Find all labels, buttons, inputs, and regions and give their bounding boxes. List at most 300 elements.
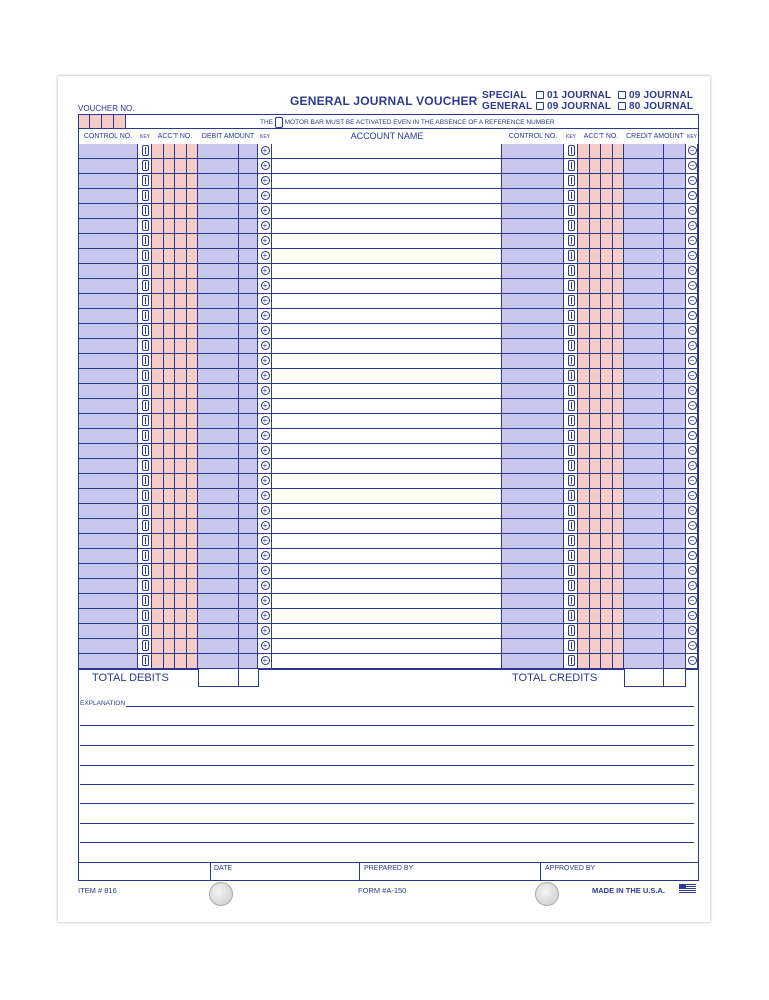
acct-no-right-digit[interactable] [590, 474, 602, 489]
acct-no-left-digit[interactable] [187, 384, 199, 399]
acct-no-right-digit[interactable] [578, 369, 590, 384]
credit-cents-cell[interactable] [664, 279, 686, 294]
debit-cents-cell[interactable] [239, 414, 258, 429]
motor-bar-key-left-icon[interactable] [142, 160, 149, 171]
acct-no-right-digit[interactable] [613, 459, 625, 474]
acct-no-left-digit[interactable] [152, 294, 164, 309]
acct-no-right-digit[interactable] [601, 474, 613, 489]
debit-plus-icon[interactable]: + [261, 491, 270, 500]
acct-no-left-digit[interactable] [187, 339, 199, 354]
general-09-journal-option[interactable]: 09 JOURNAL [534, 101, 611, 112]
debit-dollars-cell[interactable] [198, 309, 239, 324]
debit-dollars-cell[interactable] [198, 579, 239, 594]
debit-cents-cell[interactable] [239, 354, 258, 369]
debit-plus-icon[interactable]: + [261, 266, 270, 275]
acct-no-right-digit[interactable] [578, 309, 590, 324]
acct-no-right-digit[interactable] [601, 534, 613, 549]
debit-dollars-cell[interactable] [198, 639, 239, 654]
total-credits-dollars[interactable] [624, 669, 664, 687]
acct-no-right-digit[interactable] [601, 609, 613, 624]
motor-bar-key-right-icon[interactable] [568, 190, 575, 201]
acct-no-left-digit[interactable] [187, 174, 199, 189]
debit-dollars-cell[interactable] [198, 564, 239, 579]
acct-no-right-digit[interactable] [613, 339, 625, 354]
control-no-right-cell[interactable] [502, 219, 564, 234]
acct-no-left-digit[interactable] [175, 414, 187, 429]
explanation-line-6[interactable] [80, 803, 694, 804]
credit-cents-cell[interactable] [664, 189, 686, 204]
acct-no-left-digit[interactable] [187, 159, 199, 174]
checkbox[interactable] [536, 102, 544, 110]
acct-no-left-digit[interactable] [164, 414, 176, 429]
control-no-left-cell[interactable] [78, 414, 138, 429]
acct-no-right-digit[interactable] [601, 339, 613, 354]
credit-minus-icon[interactable]: − [688, 611, 697, 620]
acct-no-left-digit[interactable] [152, 369, 164, 384]
acct-no-left-digit[interactable] [164, 519, 176, 534]
control-no-left-cell[interactable] [78, 309, 138, 324]
account-name-cell[interactable] [272, 174, 502, 189]
control-no-left-cell[interactable] [78, 369, 138, 384]
account-name-cell[interactable] [272, 354, 502, 369]
debit-plus-icon[interactable]: + [261, 356, 270, 365]
acct-no-left-digit[interactable] [175, 369, 187, 384]
motor-bar-key-right-icon[interactable] [568, 385, 575, 396]
acct-no-left-digit[interactable] [175, 624, 187, 639]
debit-cents-cell[interactable] [239, 339, 258, 354]
acct-no-left-digit[interactable] [164, 249, 176, 264]
credit-cents-cell[interactable] [664, 444, 686, 459]
control-no-right-cell[interactable] [502, 174, 564, 189]
debit-plus-icon[interactable]: + [261, 506, 270, 515]
acct-no-right-digit[interactable] [613, 294, 625, 309]
acct-no-left-digit[interactable] [187, 414, 199, 429]
motor-bar-key-right-icon[interactable] [568, 325, 575, 336]
credit-cents-cell[interactable] [664, 639, 686, 654]
debit-dollars-cell[interactable] [198, 354, 239, 369]
acct-no-left-digit[interactable] [164, 294, 176, 309]
debit-plus-icon[interactable]: + [261, 371, 270, 380]
acct-no-right-digit[interactable] [578, 324, 590, 339]
control-no-left-cell[interactable] [78, 474, 138, 489]
account-name-cell[interactable] [272, 234, 502, 249]
explanation-line-7[interactable] [80, 823, 694, 824]
acct-no-left-digit[interactable] [187, 639, 199, 654]
acct-no-right-digit[interactable] [601, 459, 613, 474]
motor-bar-key-right-icon[interactable] [568, 490, 575, 501]
acct-no-right-digit[interactable] [590, 339, 602, 354]
debit-dollars-cell[interactable] [198, 519, 239, 534]
debit-plus-icon[interactable]: + [261, 551, 270, 560]
acct-no-left-digit[interactable] [187, 654, 199, 669]
account-name-cell[interactable] [272, 309, 502, 324]
acct-no-right-digit[interactable] [601, 564, 613, 579]
acct-no-right-digit[interactable] [613, 309, 625, 324]
account-name-cell[interactable] [272, 534, 502, 549]
credit-minus-icon[interactable]: − [688, 236, 697, 245]
acct-no-right-digit[interactable] [590, 264, 602, 279]
control-no-right-cell[interactable] [502, 339, 564, 354]
acct-no-left-digit[interactable] [164, 159, 176, 174]
acct-no-left-digit[interactable] [175, 174, 187, 189]
acct-no-left-digit[interactable] [164, 549, 176, 564]
debit-dollars-cell[interactable] [198, 594, 239, 609]
control-no-left-cell[interactable] [78, 489, 138, 504]
credit-dollars-cell[interactable] [624, 354, 664, 369]
motor-bar-key-left-icon[interactable] [142, 580, 149, 591]
acct-no-right-digit[interactable] [578, 189, 590, 204]
credit-cents-cell[interactable] [664, 204, 686, 219]
debit-cents-cell[interactable] [239, 519, 258, 534]
acct-no-left-digit[interactable] [164, 624, 176, 639]
motor-bar-key-right-icon[interactable] [568, 250, 575, 261]
acct-no-left-digit[interactable] [175, 399, 187, 414]
debit-dollars-cell[interactable] [198, 144, 239, 159]
control-no-left-cell[interactable] [78, 564, 138, 579]
total-debits-cents[interactable] [239, 669, 259, 687]
acct-no-right-digit[interactable] [601, 399, 613, 414]
debit-dollars-cell[interactable] [198, 174, 239, 189]
credit-minus-icon[interactable]: − [688, 281, 697, 290]
acct-no-left-digit[interactable] [187, 204, 199, 219]
acct-no-left-digit[interactable] [175, 144, 187, 159]
acct-no-right-digit[interactable] [601, 354, 613, 369]
motor-bar-key-right-icon[interactable] [568, 175, 575, 186]
explanation-line-5[interactable] [80, 784, 694, 785]
acct-no-left-digit[interactable] [164, 609, 176, 624]
debit-dollars-cell[interactable] [198, 624, 239, 639]
acct-no-right-digit[interactable] [578, 549, 590, 564]
acct-no-right-digit[interactable] [601, 144, 613, 159]
acct-no-left-digit[interactable] [152, 189, 164, 204]
motor-bar-key-right-icon[interactable] [568, 460, 575, 471]
checkbox[interactable] [618, 102, 626, 110]
credit-dollars-cell[interactable] [624, 654, 664, 669]
credit-minus-icon[interactable]: − [688, 536, 697, 545]
credit-dollars-cell[interactable] [624, 384, 664, 399]
acct-no-right-digit[interactable] [601, 594, 613, 609]
acct-no-left-digit[interactable] [187, 549, 199, 564]
acct-no-left-digit[interactable] [152, 519, 164, 534]
debit-plus-icon[interactable]: + [261, 656, 270, 665]
acct-no-right-digit[interactable] [613, 474, 625, 489]
debit-cents-cell[interactable] [239, 459, 258, 474]
control-no-left-cell[interactable] [78, 459, 138, 474]
account-name-cell[interactable] [272, 624, 502, 639]
acct-no-right-digit[interactable] [601, 264, 613, 279]
debit-plus-icon[interactable]: + [261, 236, 270, 245]
approved-by-field[interactable]: APPROVED BY [545, 865, 596, 872]
control-no-right-cell[interactable] [502, 294, 564, 309]
acct-no-left-digit[interactable] [164, 654, 176, 669]
credit-minus-icon[interactable]: − [688, 461, 697, 470]
acct-no-left-digit[interactable] [164, 234, 176, 249]
credit-dollars-cell[interactable] [624, 144, 664, 159]
acct-no-left-digit[interactable] [164, 144, 176, 159]
acct-no-left-digit[interactable] [175, 339, 187, 354]
control-no-right-cell[interactable] [502, 534, 564, 549]
credit-minus-icon[interactable]: − [688, 431, 697, 440]
motor-bar-key-left-icon[interactable] [142, 640, 149, 651]
motor-bar-key-right-icon[interactable] [568, 340, 575, 351]
credit-minus-icon[interactable]: − [688, 386, 697, 395]
debit-cents-cell[interactable] [239, 399, 258, 414]
acct-no-left-digit[interactable] [152, 504, 164, 519]
motor-bar-key-right-icon[interactable] [568, 145, 575, 156]
acct-no-right-digit[interactable] [590, 609, 602, 624]
acct-no-left-digit[interactable] [175, 294, 187, 309]
acct-no-left-digit[interactable] [152, 639, 164, 654]
credit-minus-icon[interactable]: − [688, 326, 697, 335]
acct-no-right-digit[interactable] [613, 579, 625, 594]
acct-no-left-digit[interactable] [187, 324, 199, 339]
acct-no-right-digit[interactable] [590, 159, 602, 174]
acct-no-left-digit[interactable] [187, 264, 199, 279]
debit-cents-cell[interactable] [239, 324, 258, 339]
account-name-cell[interactable] [272, 414, 502, 429]
credit-cents-cell[interactable] [664, 534, 686, 549]
credit-cents-cell[interactable] [664, 219, 686, 234]
acct-no-right-digit[interactable] [578, 459, 590, 474]
credit-dollars-cell[interactable] [624, 399, 664, 414]
acct-no-left-digit[interactable] [152, 384, 164, 399]
acct-no-right-digit[interactable] [578, 354, 590, 369]
debit-dollars-cell[interactable] [198, 189, 239, 204]
acct-no-left-digit[interactable] [175, 189, 187, 204]
control-no-left-cell[interactable] [78, 264, 138, 279]
debit-dollars-cell[interactable] [198, 489, 239, 504]
account-name-cell[interactable] [272, 204, 502, 219]
debit-cents-cell[interactable] [239, 624, 258, 639]
acct-no-right-digit[interactable] [613, 519, 625, 534]
credit-dollars-cell[interactable] [624, 489, 664, 504]
control-no-right-cell[interactable] [502, 324, 564, 339]
acct-no-right-digit[interactable] [578, 204, 590, 219]
acct-no-right-digit[interactable] [590, 579, 602, 594]
credit-dollars-cell[interactable] [624, 249, 664, 264]
credit-cents-cell[interactable] [664, 519, 686, 534]
acct-no-right-digit[interactable] [613, 264, 625, 279]
control-no-right-cell[interactable] [502, 369, 564, 384]
acct-no-right-digit[interactable] [613, 144, 625, 159]
acct-no-right-digit[interactable] [578, 159, 590, 174]
acct-no-left-digit[interactable] [152, 159, 164, 174]
explanation-line-1[interactable] [126, 706, 694, 707]
credit-dollars-cell[interactable] [624, 339, 664, 354]
motor-bar-key-right-icon[interactable] [568, 625, 575, 636]
acct-no-right-digit[interactable] [613, 384, 625, 399]
acct-no-right-digit[interactable] [590, 294, 602, 309]
control-no-right-cell[interactable] [502, 189, 564, 204]
debit-cents-cell[interactable] [239, 294, 258, 309]
acct-no-left-digit[interactable] [152, 489, 164, 504]
date-field[interactable]: DATE [214, 865, 233, 872]
acct-no-right-digit[interactable] [601, 519, 613, 534]
acct-no-right-digit[interactable] [613, 549, 625, 564]
control-no-right-cell[interactable] [502, 234, 564, 249]
acct-no-left-digit[interactable] [164, 324, 176, 339]
control-no-left-cell[interactable] [78, 609, 138, 624]
debit-plus-icon[interactable]: + [261, 596, 270, 605]
debit-plus-icon[interactable]: + [261, 281, 270, 290]
motor-bar-key-right-icon[interactable] [568, 640, 575, 651]
credit-minus-icon[interactable]: − [688, 566, 697, 575]
debit-plus-icon[interactable]: + [261, 566, 270, 575]
debit-dollars-cell[interactable] [198, 324, 239, 339]
control-no-right-cell[interactable] [502, 579, 564, 594]
acct-no-left-digit[interactable] [164, 459, 176, 474]
account-name-cell[interactable] [272, 294, 502, 309]
acct-no-left-digit[interactable] [187, 609, 199, 624]
credit-minus-icon[interactable]: − [688, 191, 697, 200]
motor-bar-key-right-icon[interactable] [568, 160, 575, 171]
debit-cents-cell[interactable] [239, 219, 258, 234]
acct-no-left-digit[interactable] [175, 279, 187, 294]
debit-plus-icon[interactable]: + [261, 416, 270, 425]
acct-no-left-digit[interactable] [175, 459, 187, 474]
account-name-cell[interactable] [272, 474, 502, 489]
acct-no-right-digit[interactable] [601, 504, 613, 519]
credit-minus-icon[interactable]: − [688, 656, 697, 665]
motor-bar-key-left-icon[interactable] [142, 295, 149, 306]
acct-no-left-digit[interactable] [187, 309, 199, 324]
acct-no-left-digit[interactable] [187, 279, 199, 294]
explanation-line-8[interactable] [80, 842, 694, 843]
credit-minus-icon[interactable]: − [688, 176, 697, 185]
motor-bar-key-left-icon[interactable] [142, 520, 149, 531]
credit-minus-icon[interactable]: − [688, 476, 697, 485]
acct-no-right-digit[interactable] [601, 174, 613, 189]
debit-dollars-cell[interactable] [198, 159, 239, 174]
control-no-right-cell[interactable] [502, 279, 564, 294]
control-no-right-cell[interactable] [502, 384, 564, 399]
debit-dollars-cell[interactable] [198, 474, 239, 489]
debit-plus-icon[interactable]: + [261, 431, 270, 440]
credit-cents-cell[interactable] [664, 234, 686, 249]
credit-cents-cell[interactable] [664, 654, 686, 669]
acct-no-right-digit[interactable] [590, 324, 602, 339]
credit-cents-cell[interactable] [664, 174, 686, 189]
acct-no-right-digit[interactable] [578, 219, 590, 234]
debit-dollars-cell[interactable] [198, 504, 239, 519]
debit-plus-icon[interactable]: + [261, 401, 270, 410]
debit-cents-cell[interactable] [239, 384, 258, 399]
acct-no-right-digit[interactable] [578, 654, 590, 669]
acct-no-left-digit[interactable] [152, 654, 164, 669]
motor-bar-key-right-icon[interactable] [568, 370, 575, 381]
acct-no-left-digit[interactable] [164, 594, 176, 609]
account-name-cell[interactable] [272, 549, 502, 564]
acct-no-right-digit[interactable] [578, 414, 590, 429]
debit-cents-cell[interactable] [239, 369, 258, 384]
acct-no-left-digit[interactable] [164, 399, 176, 414]
debit-dollars-cell[interactable] [198, 204, 239, 219]
motor-bar-key-left-icon[interactable] [142, 235, 149, 246]
motor-bar-key-left-icon[interactable] [142, 625, 149, 636]
acct-no-right-digit[interactable] [590, 234, 602, 249]
credit-cents-cell[interactable] [664, 264, 686, 279]
control-no-left-cell[interactable] [78, 159, 138, 174]
account-name-cell[interactable] [272, 189, 502, 204]
credit-dollars-cell[interactable] [624, 294, 664, 309]
acct-no-right-digit[interactable] [601, 189, 613, 204]
acct-no-left-digit[interactable] [164, 444, 176, 459]
control-no-right-cell[interactable] [502, 414, 564, 429]
motor-bar-key-left-icon[interactable] [142, 370, 149, 381]
acct-no-left-digit[interactable] [175, 489, 187, 504]
acct-no-right-digit[interactable] [590, 399, 602, 414]
acct-no-right-digit[interactable] [578, 234, 590, 249]
control-no-right-cell[interactable] [502, 504, 564, 519]
acct-no-left-digit[interactable] [164, 219, 176, 234]
checkbox[interactable] [618, 91, 626, 99]
debit-plus-icon[interactable]: + [261, 446, 270, 455]
motor-bar-key-left-icon[interactable] [142, 265, 149, 276]
debit-plus-icon[interactable]: + [261, 611, 270, 620]
debit-cents-cell[interactable] [239, 309, 258, 324]
explanation-line-3[interactable] [80, 745, 694, 746]
debit-plus-icon[interactable]: + [261, 626, 270, 635]
credit-dollars-cell[interactable] [624, 549, 664, 564]
debit-dollars-cell[interactable] [198, 264, 239, 279]
acct-no-right-digit[interactable] [613, 204, 625, 219]
acct-no-left-digit[interactable] [175, 234, 187, 249]
motor-bar-key-right-icon[interactable] [568, 310, 575, 321]
acct-no-left-digit[interactable] [187, 369, 199, 384]
motor-bar-key-right-icon[interactable] [568, 610, 575, 621]
control-no-left-cell[interactable] [78, 174, 138, 189]
acct-no-right-digit[interactable] [590, 219, 602, 234]
debit-cents-cell[interactable] [239, 534, 258, 549]
credit-minus-icon[interactable]: − [688, 161, 697, 170]
acct-no-left-digit[interactable] [164, 174, 176, 189]
acct-no-left-digit[interactable] [187, 219, 199, 234]
debit-dollars-cell[interactable] [198, 459, 239, 474]
acct-no-right-digit[interactable] [578, 144, 590, 159]
motor-bar-key-left-icon[interactable] [142, 490, 149, 501]
motor-bar-key-left-icon[interactable] [142, 655, 149, 666]
acct-no-right-digit[interactable] [601, 639, 613, 654]
motor-bar-key-left-icon[interactable] [142, 175, 149, 186]
motor-bar-key-left-icon[interactable] [142, 385, 149, 396]
account-name-cell[interactable] [272, 279, 502, 294]
account-name-cell[interactable] [272, 564, 502, 579]
credit-minus-icon[interactable]: − [688, 146, 697, 155]
credit-minus-icon[interactable]: − [688, 221, 697, 230]
credit-dollars-cell[interactable] [624, 204, 664, 219]
acct-no-right-digit[interactable] [613, 399, 625, 414]
motor-bar-key-right-icon[interactable] [568, 400, 575, 411]
acct-no-right-digit[interactable] [613, 279, 625, 294]
acct-no-right-digit[interactable] [590, 459, 602, 474]
credit-minus-icon[interactable]: − [688, 626, 697, 635]
debit-cents-cell[interactable] [239, 204, 258, 219]
acct-no-right-digit[interactable] [590, 189, 602, 204]
debit-plus-icon[interactable]: + [261, 311, 270, 320]
debit-plus-icon[interactable]: + [261, 386, 270, 395]
acct-no-left-digit[interactable] [175, 204, 187, 219]
credit-minus-icon[interactable]: − [688, 596, 697, 605]
acct-no-left-digit[interactable] [152, 429, 164, 444]
acct-no-left-digit[interactable] [175, 654, 187, 669]
debit-dollars-cell[interactable] [198, 294, 239, 309]
debit-plus-icon[interactable]: + [261, 296, 270, 305]
acct-no-left-digit[interactable] [175, 324, 187, 339]
motor-bar-key-right-icon[interactable] [568, 265, 575, 276]
acct-no-right-digit[interactable] [590, 639, 602, 654]
control-no-right-cell[interactable] [502, 549, 564, 564]
acct-no-right-digit[interactable] [578, 504, 590, 519]
